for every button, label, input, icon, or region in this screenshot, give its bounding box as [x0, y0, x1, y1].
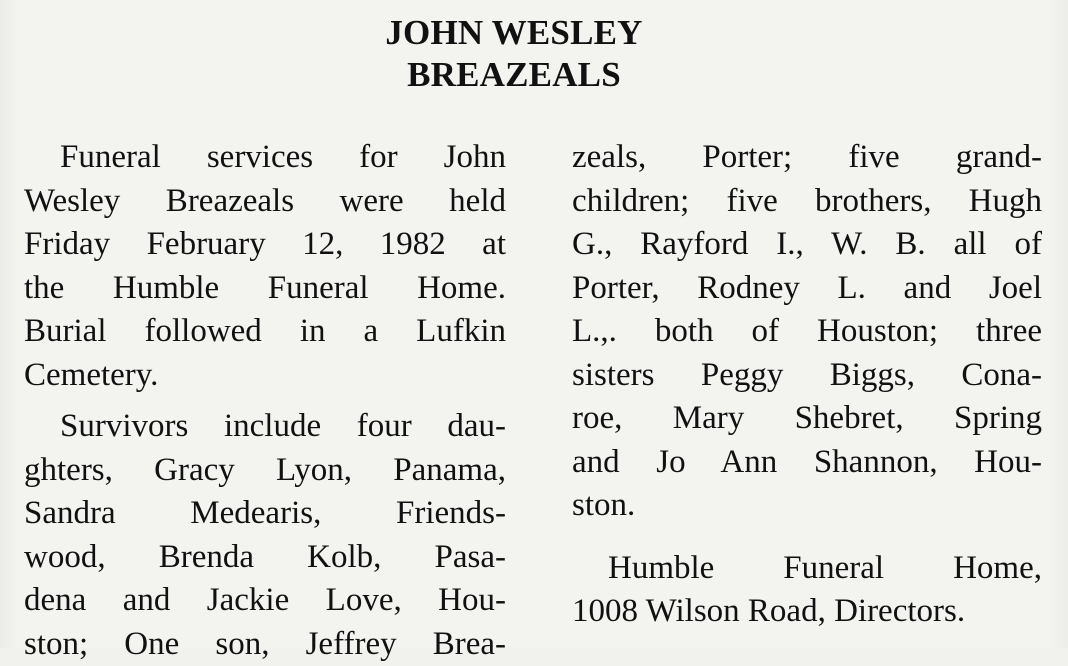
text-line: dena and Jackie Love, Hou-: [24, 579, 506, 623]
text-line: 1008 Wilson Road, Directors.: [572, 590, 1042, 634]
text-line: Porter, Rodney L. and Joel: [572, 267, 1042, 311]
text-line: Humble Funeral Home,: [572, 547, 1042, 591]
text-line: G., Rayford I., W. B. all of: [572, 223, 1042, 267]
text-line: Cemetery.: [24, 354, 506, 398]
directors-paragraph: [572, 547, 1042, 634]
text-line: ston.: [572, 484, 1042, 528]
survivors-continued-paragraph: [572, 136, 1042, 528]
text-line: ghters, Gracy Lyon, Panama,: [24, 449, 506, 493]
paragraph-spacer: [572, 528, 1042, 547]
text-line: Wesley Breazeals were held: [24, 180, 506, 224]
left-column: [24, 136, 506, 666]
text-line: L.,. both of Houston; three: [572, 310, 1042, 354]
text-line: roe, Mary Shebret, Spring: [572, 397, 1042, 441]
survivors-paragraph: [24, 405, 506, 666]
text-line: and Jo Ann Shannon, Hou-: [572, 441, 1042, 485]
right-column: [572, 136, 1042, 634]
text-line: Friday February 12, 1982 at: [24, 223, 506, 267]
funeral-services-paragraph: [24, 136, 506, 397]
text-line: children; five brothers, Hugh: [572, 180, 1042, 224]
text-line: zeals, Porter; five grand-: [572, 136, 1042, 180]
headline-line-2: BREAZEALS: [0, 54, 1028, 96]
obituary-headline: [0, 12, 1028, 96]
text-line: Survivors include four dau-: [24, 405, 506, 449]
text-line: wood, Brenda Kolb, Pasa-: [24, 536, 506, 580]
text-line: Burial followed in a Lufkin: [24, 310, 506, 354]
text-line: Sandra Medearis, Friends-: [24, 492, 506, 536]
headline-line-1: JOHN WESLEY: [0, 12, 1028, 54]
text-line: the Humble Funeral Home.: [24, 267, 506, 311]
paragraph-spacer: [24, 397, 506, 405]
text-line: Funeral services for John: [24, 136, 506, 180]
text-line: sisters Peggy Biggs, Cona-: [572, 354, 1042, 398]
text-line: ston; One son, Jeffrey Brea-: [24, 623, 506, 666]
